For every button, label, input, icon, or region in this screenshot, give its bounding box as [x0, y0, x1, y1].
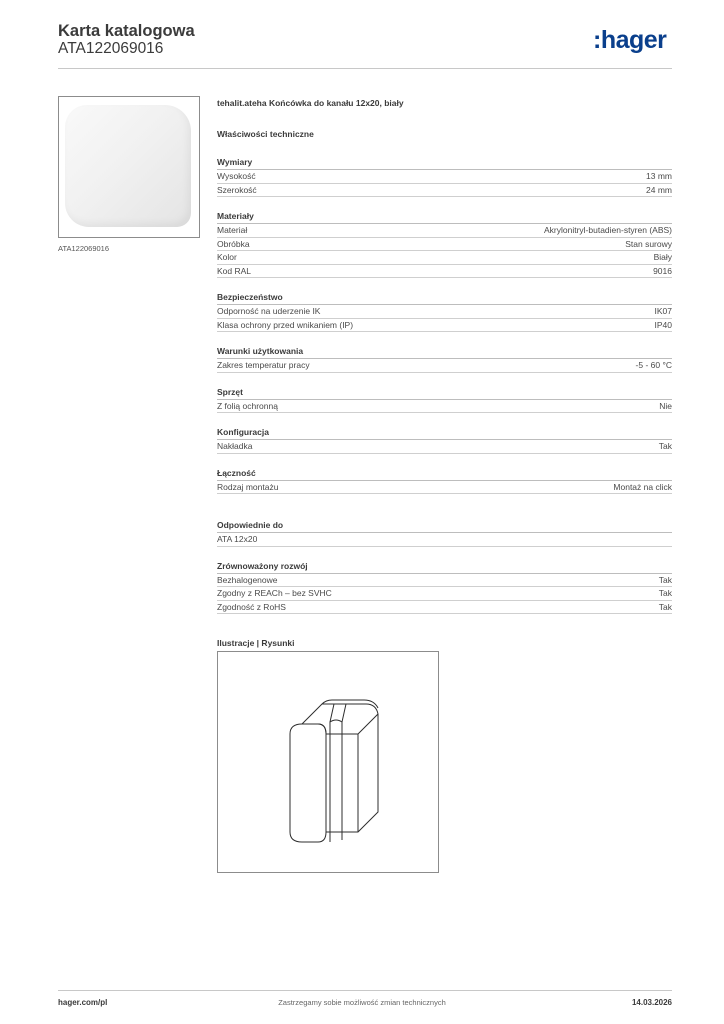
- table-row: Szerokość 24 mm: [217, 184, 672, 198]
- section-sustainability: [217, 561, 672, 615]
- section-title: Warunki użytkowania: [217, 346, 672, 359]
- table-row: Rodzaj montażu Montaż na click: [217, 481, 672, 495]
- section-title: Wymiary: [217, 157, 672, 170]
- footer-divider: [58, 990, 672, 991]
- header-divider: [58, 68, 672, 69]
- photo-caption: ATA122069016: [58, 244, 110, 253]
- illustrations-title: Ilustracje | Rysunki: [217, 638, 295, 648]
- section-materials: [217, 211, 672, 278]
- table-row: Materiał Akrylonitryl-butadien-styren (ABS): [217, 224, 672, 238]
- table-row: Nakładka Tak: [217, 440, 672, 454]
- section-dimensions: [217, 157, 672, 197]
- end-cap-drawing: [218, 652, 438, 872]
- section-title: Materiały: [217, 211, 672, 224]
- main-content: [217, 98, 672, 648]
- table-row: Zakres temperatur pracy -5 - 60 °C: [217, 359, 672, 373]
- product-photo: [58, 96, 200, 238]
- document-code: ATA122069016: [58, 40, 164, 57]
- section-conditions: [217, 346, 672, 373]
- section-title: Konfiguracja: [217, 427, 672, 440]
- section-title: Łączność: [217, 468, 672, 481]
- table-row: Klasa ochrony przed wnikaniem (IP) IP40: [217, 319, 672, 333]
- table-row: Bezhalogenowe Tak: [217, 574, 672, 588]
- section-connectivity: [217, 468, 672, 495]
- technical-drawing: [217, 651, 439, 873]
- document-title: Karta katalogowa: [58, 22, 195, 40]
- hager-logo[interactable]: :hager: [593, 26, 667, 54]
- table-row: Zgodny z REACh – bez SVHC Tak: [217, 587, 672, 601]
- section-configuration: [217, 427, 672, 454]
- end-cap-photo: [65, 105, 191, 227]
- tech-properties-title: Właściwości techniczne: [217, 129, 314, 139]
- section-title: Zrównoważony rozwój: [217, 561, 672, 574]
- table-row: Z folią ochronną Nie: [217, 400, 672, 414]
- footer-disclaimer: Zastrzegamy sobie możliwość zmian technicznych: [278, 998, 446, 1007]
- footer-website-link[interactable]: hager.com/pl: [58, 998, 108, 1007]
- table-row: Kod RAL 9016: [217, 265, 672, 279]
- product-name: tehalit.ateha Końcówka do kanału 12x20, biały: [217, 98, 404, 108]
- table-row: ATA 12x20: [217, 533, 672, 547]
- section-title: Sprzęt: [217, 387, 672, 400]
- table-row: Odporność na uderzenie IK IK07: [217, 305, 672, 319]
- table-row: Kolor Biały: [217, 251, 672, 265]
- section-suitable-for: [217, 520, 672, 547]
- section-safety: [217, 292, 672, 332]
- table-row: Obróbka Stan surowy: [217, 238, 672, 252]
- table-row: Zgodność z RoHS Tak: [217, 601, 672, 615]
- table-row: Wysokość 13 mm: [217, 170, 672, 184]
- footer-date: 14.03.2026: [631, 998, 672, 1007]
- section-hardware: [217, 387, 672, 414]
- section-title: Bezpieczeństwo: [217, 292, 672, 305]
- section-title: Odpowiednie do: [217, 520, 672, 533]
